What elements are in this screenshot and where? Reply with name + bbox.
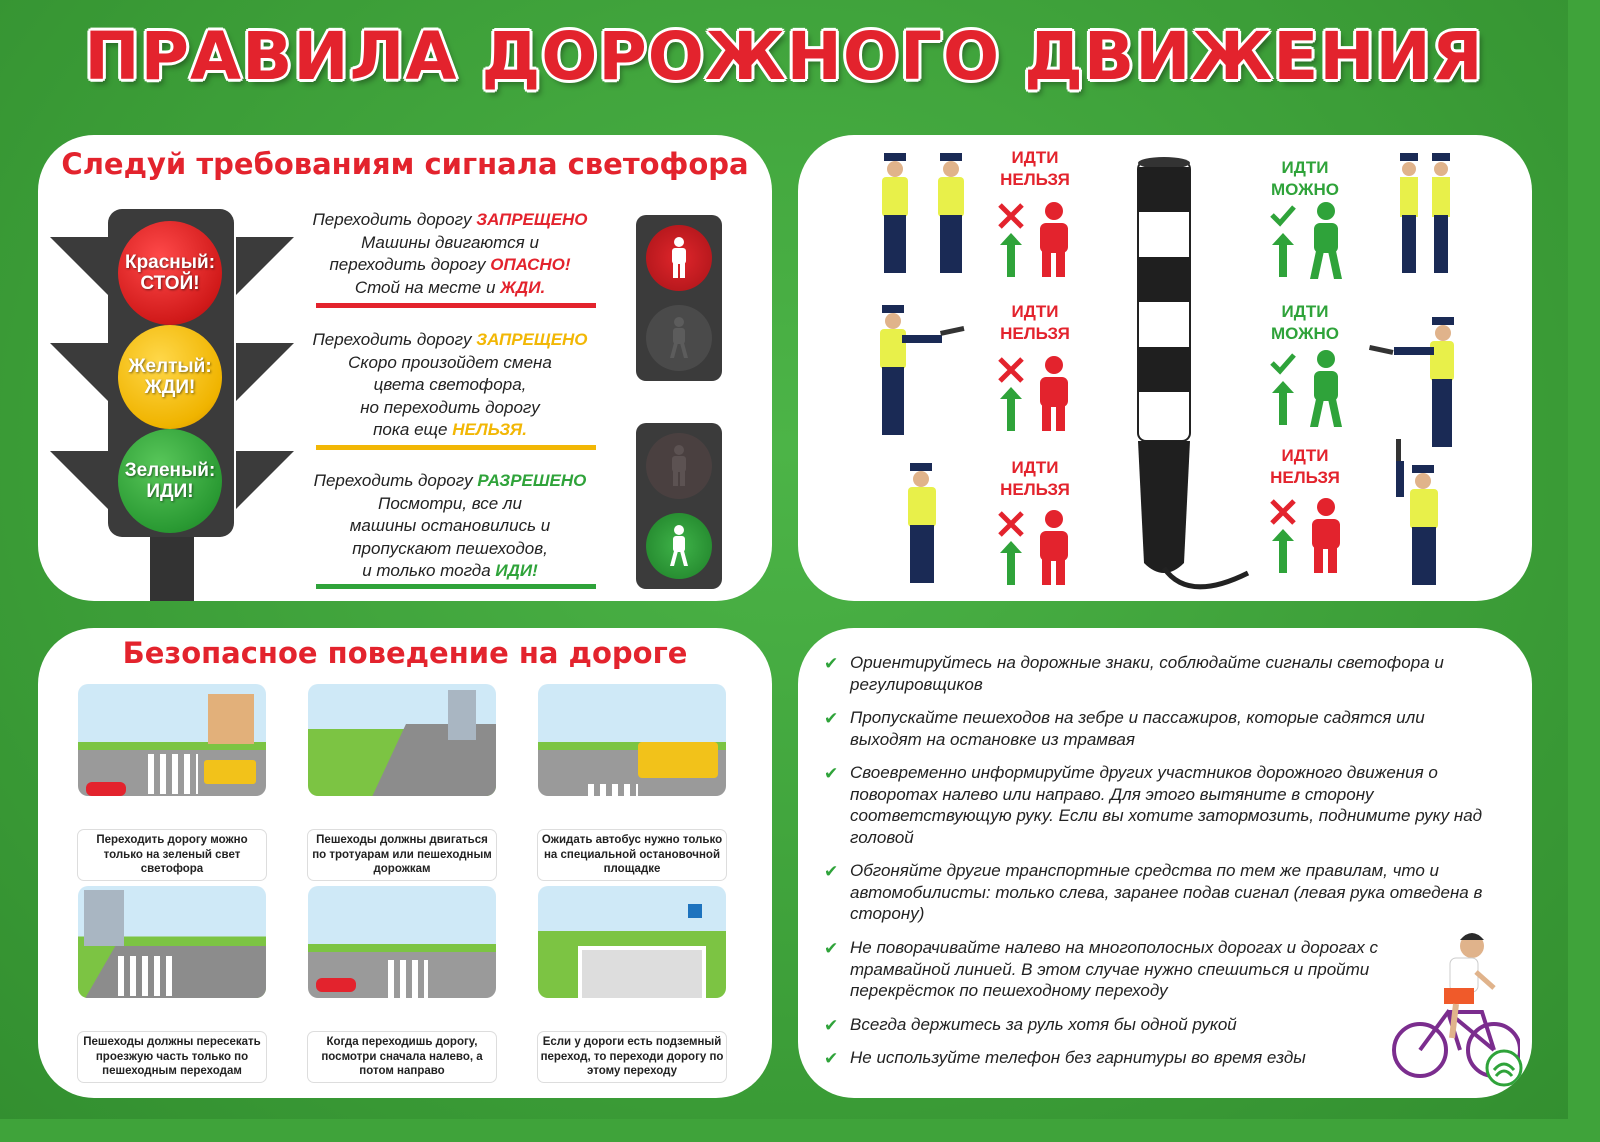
pedestrian-walking-icon <box>646 513 712 579</box>
check-icon: ✔ <box>824 862 839 881</box>
no-go-icon <box>1268 497 1348 577</box>
baton-icon <box>1128 153 1258 593</box>
scene-bus-stop <box>538 684 726 796</box>
check-icon: ✔ <box>824 654 839 673</box>
list-item: ✔ Ориентируйтесь на дорожные знаки, соблюдайте сигналы светофора и регулировщиков <box>824 653 1444 694</box>
behavior-panel-heading: Безопасное поведение на дороге <box>122 636 688 670</box>
signal-label: ИДТИ НЕЛЬЗЯ <box>1000 458 1070 499</box>
green-lamp: Зеленый: ИДИ! <box>118 429 222 533</box>
yellow-underline <box>316 445 596 450</box>
regulator-figures-side <box>1394 151 1464 281</box>
rule-yellow: Переходить дорогу ЗАПРЕЩЕНО Скоро произойдет смена цвета светофора, но переходить дорогу пока еще НЕЛЬЗЯ. <box>312 330 588 439</box>
regulator-figures-back-front <box>876 151 986 281</box>
signal-label: ИДТИ МОЖНО <box>1270 158 1340 199</box>
list-item: ✔ Своевременно информируйте других участников дорожного движения о поворотах налево или направо. Для этого вытяните в сторону соответствующую руку. Если вы хотите затормозить, поднимите руку над головой <box>824 763 1483 847</box>
no-go-icon <box>996 509 1076 589</box>
caption: Пешеходы должны пересекать проезжую часть только по пешеходным переходам <box>78 1032 266 1082</box>
caption: Ожидать автобус нужно только на специальной остановочной площадке <box>538 830 726 880</box>
scene-crossing-green <box>78 684 266 796</box>
caption: Когда переходишь дорогу, посмотри сначала налево, а потом направо <box>308 1032 496 1082</box>
page-title: ПРАВИЛА ДОРОЖНОГО ДВИЖЕНИЯ <box>84 18 1484 95</box>
signal-label: ИДТИ МОЖНО <box>1270 302 1340 343</box>
regulator-figure-arm-left <box>1364 315 1474 455</box>
yellow-lamp: Желтый: ЖДИ! <box>118 325 222 429</box>
red-lamp: Красный: СТОЙ! <box>118 221 222 325</box>
pedestrian-standing-off-icon <box>646 433 712 499</box>
cyclist-rules-panel <box>798 628 1532 1098</box>
check-icon: ✔ <box>824 764 839 783</box>
signal-label: ИДТИ НЕЛЬЗЯ <box>1000 302 1070 343</box>
rule-green: Переходить дорогу РАЗРЕШЕНО Посмотри, все ли машины остановились и пропускают пешеходов, и только тогда ИДИ! <box>313 471 587 580</box>
check-icon: ✔ <box>824 709 839 728</box>
list-item: ✔ Не используйте телефон без гарнитуры во время езды <box>824 1048 1306 1068</box>
pedestrian-light-green <box>636 423 722 589</box>
list-item: ✔ Пропускайте пешеходов на зебре и пассажиров, которые садятся или выходят на остановке из трамвая <box>824 708 1425 749</box>
scene-zebra <box>78 886 266 998</box>
list-item: ✔ Всегда держитесь за руль хотя бы одной рукой <box>824 1015 1237 1035</box>
scene-sidewalk <box>308 684 496 796</box>
list-item: ✔ Обгоняйте другие транспортные средства по тем же правилам, что и автомобилисты: только слева, заранее подав сигнал (левая рука отведена в сторону) <box>824 861 1483 923</box>
scene-underpass <box>538 886 726 998</box>
regulator-figure-front <box>896 461 966 591</box>
go-icon <box>1268 349 1348 429</box>
check-icon: ✔ <box>824 1049 839 1068</box>
traffic-light-pole <box>150 535 194 601</box>
scene-look-left-right <box>308 886 496 998</box>
red-underline <box>316 303 596 308</box>
caption: Переходить дорогу можно только на зеленый свет светофора <box>78 830 266 880</box>
check-icon: ✔ <box>824 1016 839 1035</box>
pedestrian-light-red <box>636 215 722 381</box>
traffic-light-panel <box>38 135 772 601</box>
regulator-panel <box>798 135 1532 601</box>
signal-label: ИДТИ НЕЛЬЗЯ <box>1270 446 1340 487</box>
go-icon <box>1268 201 1348 281</box>
pedestrian-walk-off-icon <box>646 305 712 371</box>
signal-label: ИДТИ НЕЛЬЗЯ <box>1000 148 1070 189</box>
no-go-icon <box>996 355 1076 435</box>
regulator-figure-arm-raised <box>1388 435 1468 595</box>
pedestrian-standing-icon <box>646 225 712 291</box>
list-item: ✔ Не поворачивайте налево на многополосных дорогах и дорогах с трамвайной линией. В этом случае нужно спешиться и пройти перекрёсток по пешеходному переходу <box>824 938 1378 1000</box>
rule-red: Переходить дорогу ЗАПРЕЩЕНО Машины двигаются и переходить дорогу ОПАСНО! Стой на месте и ЖДИ. <box>312 210 588 297</box>
check-icon: ✔ <box>824 939 839 958</box>
logo-icon <box>1484 1048 1524 1088</box>
caption: Если у дороги есть подземный переход, то переходи дорогу по этому переходу <box>538 1032 726 1082</box>
behavior-panel <box>38 628 772 1098</box>
no-go-icon <box>996 201 1076 281</box>
green-underline <box>316 584 596 589</box>
traffic-panel-heading: Следуй требованиям сигнала светофора <box>61 147 749 181</box>
regulator-figure-arm-extended <box>876 303 986 443</box>
caption: Пешеходы должны двигаться по тротуарам или пешеходным дорожкам <box>308 830 496 880</box>
